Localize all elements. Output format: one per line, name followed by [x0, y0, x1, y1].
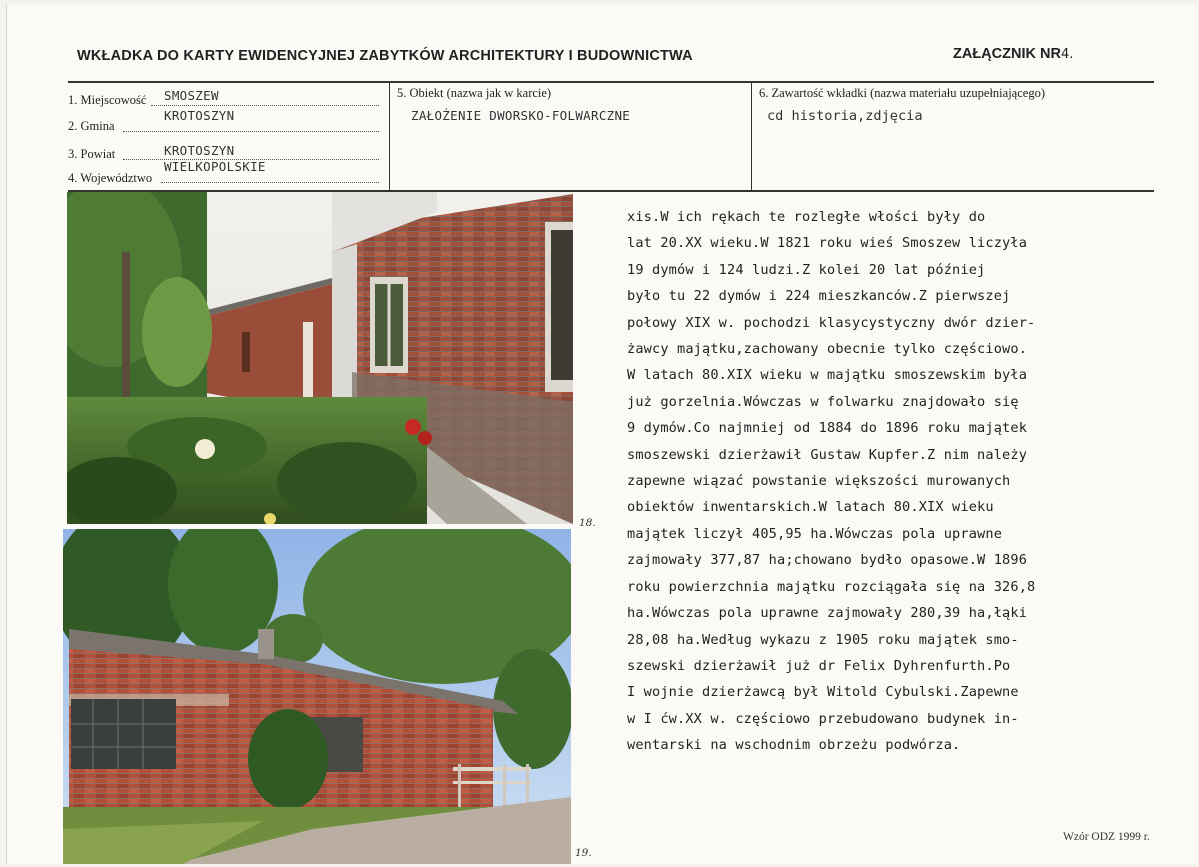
wojewodztwo-value: WIELKOPOLSKIE — [164, 159, 266, 174]
miejscowosc-value: SMOSZEW — [164, 88, 219, 103]
zawartosc-label: 6. Zawartość wkładki (nazwa materiału uzupełniającego) — [759, 86, 1045, 100]
annex-number: 4. — [1060, 47, 1074, 62]
miejscowosc-label: 1. Miejscowość — [68, 93, 147, 107]
gmina-label: 2. Gmina — [68, 119, 115, 133]
history-text-line: żawcy majątku,zachowany obecnie tylko częściowo. — [627, 341, 1028, 358]
history-text-line: 28,08 ha.Według wykazu z 1905 roku majątek smo- — [627, 631, 1019, 648]
history-text-line: obiektów inwentarskich.W latach 80.XIX wieku — [627, 499, 994, 516]
obiekt-label: 5. Obiekt (nazwa jak w karcie) — [397, 86, 552, 100]
form-template-note: Wzór ODZ 1999 r. — [1063, 831, 1150, 843]
obiekt-value: ZAŁOŻENIE DWORSKO-FOLWARCZNE — [411, 108, 631, 123]
history-text-line: zajmowały 377,87 ha;chowano bydło opasowe.W 1896 — [627, 552, 1028, 569]
wojewodztwo-label: 4. Województwo — [68, 171, 153, 185]
history-text-line: wentarski na wschodnim obrzeżu podwórza. — [627, 737, 961, 754]
powiat-label: 3. Powiat — [68, 147, 116, 161]
form-title: WKŁADKA DO KARTY EWIDENCYJNEJ ZABYTKÓW ARCHITEKTURY I BUDOWNICTWA — [77, 48, 693, 64]
history-text-line: I wojnie dzierżawcą był Witold Cybulski.Zapewne — [627, 684, 1019, 701]
history-text-line: majątek liczył 405,95 ha.Wówczas pola uprawne — [627, 525, 1003, 542]
photo-farm-building-wall — [67, 192, 573, 524]
history-text-line: szewski dzierżawił już dr Felix Dyhrenfurth.Po — [627, 657, 1011, 674]
history-text-line: w I ćw.XX w. częściowo przebudowano budynek in- — [627, 710, 1019, 727]
history-text-line: już gorzelnia.Wówczas w folwarku znajdowało się — [627, 393, 1019, 410]
photo-farm-outbuilding — [63, 529, 571, 864]
history-text-line: 9 dymów.Co najmniej od 1884 do 1896 roku majątek — [627, 420, 1028, 437]
history-text-line: W latach 80.XIX wieku w majątku smoszewskim była — [627, 367, 1028, 384]
history-text-line: było tu 22 dymów i 224 mieszkanców.Z pierwszej — [627, 288, 1011, 305]
table-top-rule — [68, 81, 1154, 83]
history-text-line: roku powierzchnia majątku rozciągała się na 326,8 — [627, 578, 1036, 595]
photo-18-number: 18. — [579, 517, 596, 529]
history-text-line: ha.Wówczas pola uprawne zajmowały 280,39 ha,łąki — [627, 605, 1028, 622]
history-text-line: zapewne wiązać powstanie większości murowanych — [627, 473, 1011, 490]
table-divider-2 — [751, 82, 752, 191]
gmina-value: KROTOSZYN — [164, 108, 235, 123]
powiat-value: KROTOSZYN — [164, 143, 235, 158]
history-text-line: połowy XIX w. pochodzi klasycystyczny dwór dzier- — [627, 314, 1036, 331]
annex-label — [953, 46, 1073, 62]
photo-19-number: 19. — [575, 847, 592, 859]
gmina-dots — [123, 131, 379, 132]
photo-19-image — [63, 529, 571, 864]
history-text-line: xis.W ich rękach te rozległe włości były do — [627, 209, 986, 225]
history-text-line: lat 20.XX wieku.W 1821 roku wieś Smoszew liczyła — [627, 235, 1028, 252]
photo-18-image — [67, 192, 573, 524]
history-text — [627, 204, 1147, 759]
history-text-line: 19 dymów i 124 ludzi.Z kolei 20 lat później — [627, 261, 986, 278]
history-text-line: smoszewski dzierżawił Gustaw Kupfer.Z nim należy — [627, 446, 1028, 463]
table-divider-1 — [389, 82, 390, 191]
wojewodztwo-dots — [161, 182, 379, 183]
annex-label-text: ZAŁĄCZNIK NR — [953, 46, 1061, 62]
miejscowosc-dots — [151, 105, 379, 106]
zawartosc-value: cd historia,zdjęcia — [767, 108, 923, 124]
form-sheet — [6, 4, 1197, 864]
